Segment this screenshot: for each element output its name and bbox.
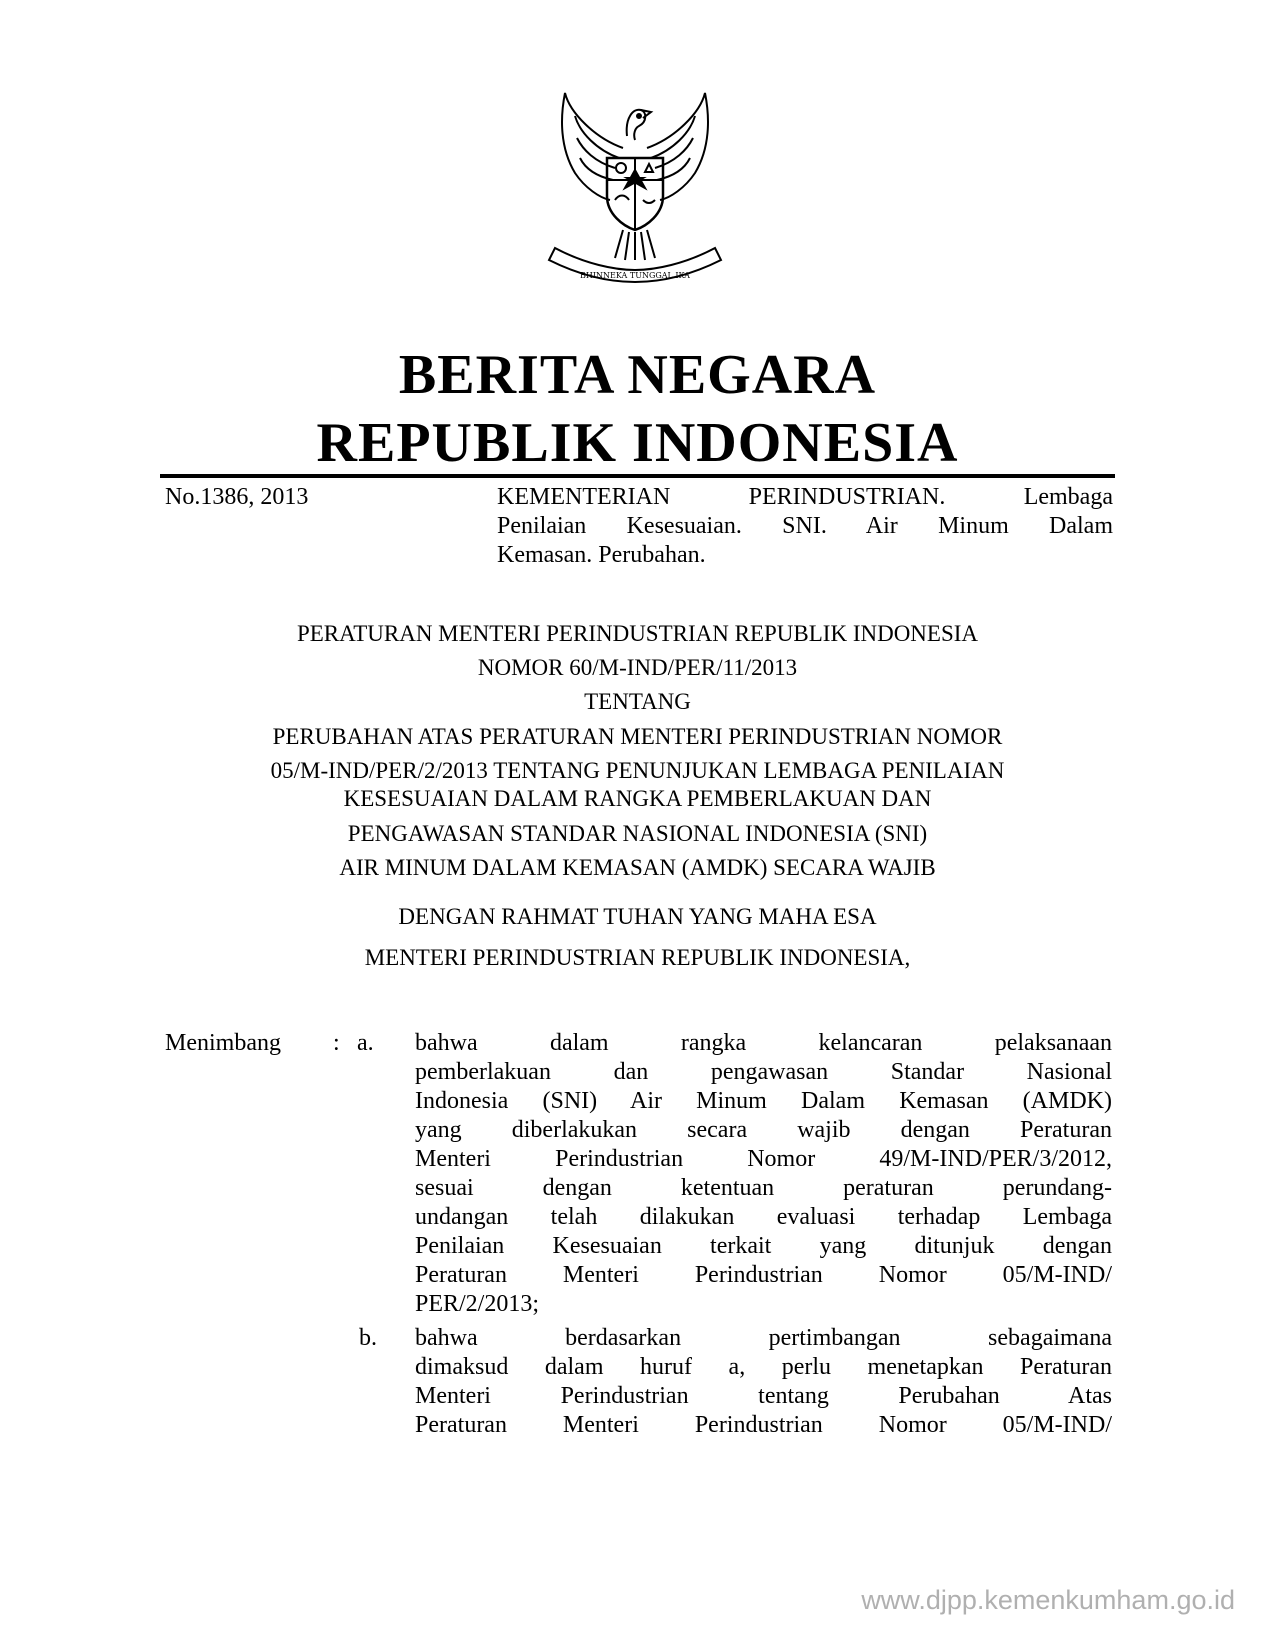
garuda-emblem-icon	[535, 88, 735, 288]
considering-label: Menimbang	[165, 1030, 281, 1056]
item-line: pemberlakuan dan pengawasan Standar Nasional	[415, 1059, 1112, 1085]
item-line: yang diberlakukan secara wajib dengan Peraturan	[415, 1117, 1112, 1143]
watermark-url: www.djpp.kemenkumham.go.id	[861, 1585, 1235, 1615]
regulation-subject-line: AIR MINUM DALAM KEMASAN (AMDK) SECARA WAJIB	[339, 855, 936, 880]
item-marker-a: a.	[357, 1030, 374, 1056]
gazette-title-line1: BERITA NEGARA	[398, 344, 877, 406]
header-divider	[160, 474, 1115, 478]
item-line: Penilaian Kesesuaian terkait yang ditunjuk dengan	[415, 1233, 1112, 1259]
item-line: bahwa berdasarkan pertimbangan sebagaimana	[415, 1325, 1112, 1351]
item-line: PER/2/2013;	[415, 1291, 540, 1317]
subject-line: Kemasan. Perubahan.	[497, 542, 706, 568]
item-marker-b: b.	[359, 1325, 377, 1351]
considering-item-b	[415, 1324, 1112, 1440]
regulation-about: TENTANG	[584, 689, 691, 714]
considering-item-a	[415, 1029, 1112, 1319]
preamble-line: DENGAN RAHMAT TUHAN YANG MAHA ESA	[398, 904, 877, 929]
subject-line: Penilaian Kesesuaian. SNI. Air Minum Dalam	[497, 513, 1113, 539]
regulation-title: PERATURAN MENTERI PERINDUSTRIAN REPUBLIK INDONESIA	[296, 621, 979, 646]
preamble-line: MENTERI PERINDUSTRIAN REPUBLIK INDONESIA,	[364, 945, 911, 970]
subject-line: KEMENTERIAN PERINDUSTRIAN. Lembaga	[497, 484, 1113, 510]
item-line: dimaksud dalam huruf a, perlu menetapkan Peraturan	[415, 1354, 1112, 1380]
item-line: undangan telah dilakukan evaluasi terhadap Lembaga	[415, 1204, 1112, 1230]
item-line: Peraturan Menteri Perindustrian Nomor 05/M-IND/	[415, 1412, 1112, 1438]
item-line: Menteri Perindustrian tentang Perubahan Atas	[415, 1383, 1112, 1409]
gazette-number: No.1386, 2013	[165, 484, 309, 510]
regulation-subject-line: PENGAWASAN STANDAR NASIONAL INDONESIA (SNI)	[347, 821, 928, 846]
item-line: Peraturan Menteri Perindustrian Nomor 05/M-IND/	[415, 1262, 1112, 1288]
regulation-number: NOMOR 60/M-IND/PER/11/2013	[477, 655, 798, 680]
emblem-motto: BHINNEKA TUNGGAL IKA	[580, 271, 690, 280]
regulation-subject-line: PERUBAHAN ATAS PERATURAN MENTERI PERINDUSTRIAN NOMOR	[272, 724, 1003, 749]
item-line: Indonesia (SNI) Air Minum Dalam Kemasan (AMDK)	[415, 1088, 1112, 1114]
item-line: Menteri Perindustrian Nomor 49/M-IND/PER/3/2012,	[415, 1146, 1112, 1172]
regulation-subject-line: KESESUAIAN DALAM RANGKA PEMBERLAKUAN DAN	[343, 786, 932, 811]
item-line: sesuai dengan ketentuan peraturan perundang-	[415, 1175, 1112, 1201]
item-line: bahwa dalam rangka kelancaran pelaksanaan	[415, 1030, 1112, 1056]
gazette-subject	[497, 483, 1113, 570]
gazette-title-line2: REPUBLIK INDONESIA	[316, 412, 959, 474]
considering-colon: :	[333, 1030, 340, 1056]
regulation-subject-line: 05/M-IND/PER/2/2013 TENTANG PENUNJUKAN LEMBAGA PENILAIAN	[270, 758, 1005, 783]
